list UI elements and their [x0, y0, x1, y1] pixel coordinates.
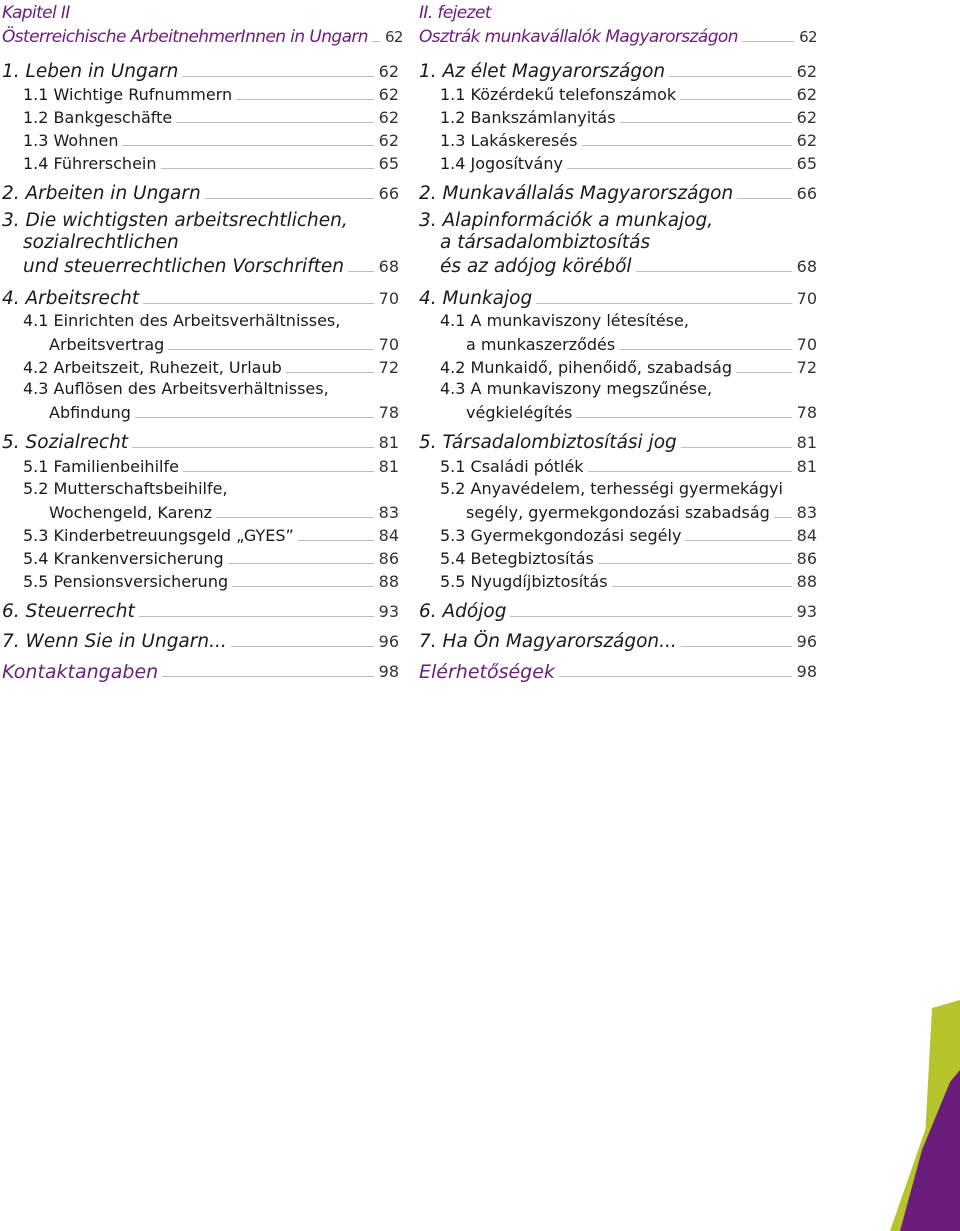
toc-entry-title: 1.3 Lakáskeresés: [440, 131, 578, 150]
leader-line: [348, 271, 374, 272]
leader-line: [736, 372, 792, 373]
leader-line: [669, 76, 791, 77]
toc-entry-line: [419, 182, 817, 204]
leader-line: [183, 471, 374, 472]
toc-entry-title: 4.3 Auflösen des Arbeitsverhältnisses,: [23, 379, 329, 398]
toc-entry: [2, 287, 399, 309]
page-number: 62: [796, 131, 817, 150]
page-number: 81: [796, 433, 817, 452]
toc-entry-title: 4. Munkajog: [419, 288, 533, 309]
toc-entry-title: 6. Adójog: [419, 601, 507, 622]
toc-entry-title: 1.3 Wohnen: [23, 131, 119, 150]
page-number: 66: [796, 184, 817, 203]
toc-entry: [419, 455, 817, 477]
leader-line: [681, 646, 792, 647]
toc-entry: [419, 60, 817, 82]
toc-entry-line: [419, 333, 817, 355]
page-number: 78: [378, 403, 399, 422]
leader-line: [685, 540, 791, 541]
leader-line: [162, 676, 373, 677]
toc-entry: [419, 547, 817, 569]
page-number: 72: [378, 358, 399, 377]
toc-entry-line: [2, 25, 403, 47]
leader-line: [559, 676, 792, 677]
leader-line: [143, 303, 374, 304]
toc-entry-line: [419, 524, 817, 546]
toc-entry-title: 4.1 A munkaviszony létesítése,: [440, 311, 689, 330]
toc-entry-title: Österreichische ArbeitnehmerInnen in Ungarn: [2, 27, 368, 47]
toc-entry-title: 3. Alapinformációk a munkajog,: [419, 210, 714, 231]
toc-entry-title: 5.4 Krankenversicherung: [23, 549, 224, 568]
toc-entry-line: [2, 379, 399, 401]
toc-entry: [419, 630, 817, 652]
page-number: 83: [796, 503, 817, 522]
toc-entry: [2, 630, 399, 652]
toc-entry: [2, 311, 399, 355]
page-number: 70: [796, 335, 817, 354]
toc-entry-title: Abfindung: [49, 403, 131, 422]
toc-entry-title: 1.1 Közérdekű telefonszámok: [440, 85, 677, 104]
leader-line: [232, 586, 374, 587]
toc-entry-line: [419, 356, 817, 378]
toc-entry-line: [419, 106, 817, 128]
toc-entry-title: 5.4 Betegbiztosítás: [440, 549, 594, 568]
toc-entry-line: [419, 401, 817, 423]
toc-entry: [419, 211, 817, 277]
toc-entry: [2, 379, 399, 423]
toc-entry-line: [2, 401, 399, 423]
toc-entry: [419, 660, 817, 682]
toc-entry-line: [419, 479, 817, 501]
toc-entry-title: Kapitel II: [2, 3, 70, 23]
page-number: 81: [378, 433, 399, 452]
toc-entry: [419, 129, 817, 151]
page-number: 62: [378, 131, 399, 150]
page-number: 93: [796, 602, 817, 621]
toc-entry-title: 2. Arbeiten in Ungarn: [2, 183, 201, 204]
toc-entry-title: 1.1 Wichtige Rufnummern: [23, 85, 233, 104]
toc-entry-title: a munkaszerződés: [466, 335, 616, 354]
toc-entry-title: 4.2 Munkaidő, pihenőidő, szabadság: [440, 358, 732, 377]
toc-entry: [419, 83, 817, 105]
toc-entry-title: 1. Az élet Magyarországon: [419, 61, 666, 82]
page-number: 65: [378, 154, 399, 173]
toc-entry-line: [2, 630, 399, 652]
toc-entry-line: [419, 311, 817, 333]
toc-entry: [2, 524, 399, 546]
toc-entry-title: 1. Leben in Ungarn: [2, 61, 179, 82]
toc-entry-line: [2, 455, 399, 477]
page-number: 68: [796, 257, 817, 276]
toc-entry-line: [2, 479, 399, 501]
toc-entry: [2, 3, 403, 47]
toc-entry: [2, 83, 399, 105]
toc-entry-line: [419, 25, 817, 47]
leader-line: [536, 303, 791, 304]
toc-entry-line: [419, 501, 817, 523]
toc-entry-line: [2, 233, 399, 255]
leader-line: [742, 41, 794, 42]
toc-entry-title: Wochengeld, Karenz: [49, 503, 212, 522]
toc-entry-line: [2, 106, 399, 128]
leader-line: [680, 99, 791, 100]
toc-entry-line: [2, 547, 399, 569]
toc-entry-title: 7. Wenn Sie in Ungarn...: [2, 631, 227, 652]
toc-entry-title: 1.2 Bankszámlanyitás: [440, 108, 616, 127]
toc-entry-title: 4.3 A munkaviszony megszűnése,: [440, 379, 713, 398]
corner-decoration: [880, 1000, 960, 1231]
toc-entry: [2, 60, 399, 82]
toc-entry-line: [2, 524, 399, 546]
toc-entry-title: 1.4 Jogosítvány: [440, 154, 563, 173]
toc-entry-title: 4. Arbeitsrecht: [2, 288, 140, 309]
toc-entry-title: 5.2 Anyavédelem, terhességi gyermekágyi: [440, 479, 783, 498]
leader-line: [161, 168, 374, 169]
page-number: 86: [796, 549, 817, 568]
leader-line: [231, 646, 374, 647]
leader-line: [216, 517, 374, 518]
toc-entry: [2, 211, 399, 277]
page-number: 96: [378, 632, 399, 651]
toc-entry: [419, 570, 817, 592]
toc-entry-line: [419, 600, 817, 622]
toc-entry-title: 4.1 Einrichten des Arbeitsverhältnisses,: [23, 311, 341, 330]
leader-line: [681, 447, 792, 448]
toc-entry: [419, 356, 817, 378]
toc-entry-title: segély, gyermekgondozási szabadság: [466, 503, 770, 522]
page-number: 96: [796, 632, 817, 651]
toc-entry-line: [2, 211, 399, 233]
toc-entry-line: [419, 255, 817, 277]
page-number: 62: [796, 108, 817, 127]
toc-entry: [419, 182, 817, 204]
toc-entry: [2, 356, 399, 378]
toc-entry-title: Elérhetőségek: [419, 661, 555, 683]
leader-line: [576, 417, 791, 418]
toc-entry-title: 3. Die wichtigsten arbeitsrechtlichen,: [2, 210, 348, 231]
toc-entry-title: Kontaktangaben: [2, 661, 159, 683]
toc-entry-title: 1.2 Bankgeschäfte: [23, 108, 173, 127]
toc-entry-line: [2, 333, 399, 355]
toc-entry: [419, 311, 817, 355]
toc-entry-title: 4.2 Arbeitszeit, Ruhezeit, Urlaub: [23, 358, 282, 377]
page-number: 62: [378, 62, 399, 81]
toc-entry-line: [2, 356, 399, 378]
toc-entry: [419, 3, 817, 47]
leader-line: [588, 471, 792, 472]
leader-line: [510, 616, 791, 617]
toc-entry-line: [2, 311, 399, 333]
toc-entry-line: [419, 211, 817, 233]
toc-entry-title: 6. Steuerrecht: [2, 601, 135, 622]
page-number: 81: [796, 457, 817, 476]
page-number: 72: [796, 358, 817, 377]
toc-entry-title: végkielégítés: [466, 403, 573, 422]
page-number: 93: [378, 602, 399, 621]
leader-line: [205, 198, 374, 199]
toc-entry: [419, 524, 817, 546]
toc-entry: [419, 106, 817, 128]
toc-entry-title: 5. Sozialrecht: [2, 432, 129, 453]
toc-entry-title: 5. Társadalombiztosítási jog: [419, 432, 677, 453]
page-number: 88: [378, 572, 399, 591]
toc-entry-line: [2, 60, 399, 82]
leader-line: [774, 517, 792, 518]
toc-entry-title: 5.5 Pensionsversicherung: [23, 572, 229, 591]
toc-entry-title: Arbeitsvertrag: [49, 335, 165, 354]
leader-line: [598, 563, 792, 564]
toc-entry-title: 2. Munkavállalás Magyarországon: [419, 183, 734, 204]
leader-line: [122, 145, 373, 146]
leader-line: [176, 122, 373, 123]
page-number: 65: [796, 154, 817, 173]
page-number: 78: [796, 403, 817, 422]
leader-line: [612, 586, 792, 587]
toc-entry-title: 5.3 Gyermekgondozási segély: [440, 526, 682, 545]
toc-entry: [419, 600, 817, 622]
toc-entry-title: sozialrechtlichen: [23, 232, 179, 253]
leader-line: [298, 540, 374, 541]
page-number: 70: [378, 335, 399, 354]
page-number: 62: [378, 108, 399, 127]
page-number: 86: [378, 549, 399, 568]
leader-line: [620, 122, 792, 123]
toc-entry: [419, 379, 817, 423]
toc-entry-line: [2, 83, 399, 105]
toc-entry: [2, 455, 399, 477]
toc-entry-title: II. fejezet: [419, 3, 491, 23]
toc-entry-line: [419, 152, 817, 174]
toc-entry-line: [419, 233, 817, 255]
toc-entry-title: 5.5 Nyugdíjbiztosítás: [440, 572, 608, 591]
toc-entry: [2, 106, 399, 128]
toc-entry: [2, 547, 399, 569]
page-number: 83: [378, 503, 399, 522]
leader-line: [286, 372, 374, 373]
page-number: 62: [378, 85, 399, 104]
page-number: 66: [378, 184, 399, 203]
page-number: 84: [378, 526, 399, 545]
leader-line: [228, 563, 374, 564]
toc-entry-line: [419, 570, 817, 592]
toc-entry-line: [419, 129, 817, 151]
toc-entry-line: [2, 3, 399, 25]
toc-entry-title: és az adójog köréből: [440, 256, 632, 277]
leader-line: [582, 145, 792, 146]
toc-entry: [419, 287, 817, 309]
toc-entry-title: und steuerrechtlichen Vorschriften: [23, 256, 345, 277]
toc-entry: [419, 431, 817, 453]
page-number: 98: [796, 662, 817, 681]
toc-entry: [2, 431, 399, 453]
page-number: 81: [378, 457, 399, 476]
leader-line: [168, 349, 373, 350]
toc-entry-line: [419, 83, 817, 105]
toc-entry-line: [2, 182, 399, 204]
toc-entry-line: [2, 152, 399, 174]
toc-entry: [2, 600, 399, 622]
toc-entry-line: [419, 3, 817, 25]
leader-line: [139, 616, 374, 617]
page-number: 70: [796, 289, 817, 308]
leader-line: [132, 447, 374, 448]
toc-entry-line: [419, 431, 817, 453]
leader-line: [372, 41, 380, 42]
page-number: 70: [378, 289, 399, 308]
toc-entry: [2, 152, 399, 174]
toc-entry: [2, 182, 399, 204]
toc-entry-line: [419, 379, 817, 401]
page-number: 98: [378, 662, 399, 681]
page-number: 62: [796, 62, 817, 81]
toc-entry-line: [2, 431, 399, 453]
leader-line: [619, 349, 791, 350]
toc-entry-title: 5.1 Családi pótlék: [440, 457, 584, 476]
leader-line: [636, 271, 792, 272]
toc-entry-line: [419, 547, 817, 569]
toc-entry: [2, 570, 399, 592]
toc-entry: [2, 129, 399, 151]
toc-entry-line: [2, 129, 399, 151]
toc-entry-title: 5.2 Mutterschaftsbeihilfe,: [23, 479, 228, 498]
leader-line: [182, 76, 373, 77]
page-number: 62: [799, 28, 817, 46]
toc-entry-title: 5.3 Kinderbetreuungsgeld „GYES”: [23, 526, 294, 545]
toc-entry: [419, 479, 817, 523]
toc-entry-line: [2, 255, 399, 277]
toc-entry-line: [419, 630, 817, 652]
page-number: 62: [796, 85, 817, 104]
page-number: 84: [796, 526, 817, 545]
toc-entry: [2, 660, 399, 682]
leader-line: [236, 99, 374, 100]
toc-entry: [2, 479, 399, 523]
toc-entry-title: a társadalombiztosítás: [440, 232, 651, 253]
toc-entry-line: [419, 287, 817, 309]
toc-entry-line: [419, 455, 817, 477]
toc-entry-line: [2, 570, 399, 592]
page-number: 68: [378, 257, 399, 276]
toc-entry-title: Osztrák munkavállalók Magyarországon: [419, 27, 738, 47]
toc-entry-line: [419, 60, 817, 82]
toc-entry-line: [2, 600, 399, 622]
leader-line: [567, 168, 792, 169]
page-number: 62: [384, 28, 403, 46]
toc-entry-line: [2, 287, 399, 309]
toc-entry: [419, 152, 817, 174]
toc-entry-line: [2, 501, 399, 523]
toc-entry-title: 5.1 Familienbeihilfe: [23, 457, 179, 476]
leader-line: [135, 417, 374, 418]
leader-line: [737, 198, 791, 199]
toc-entry-title: 1.4 Führerschein: [23, 154, 157, 173]
toc-entry-title: 7. Ha Ön Magyarországon...: [419, 631, 677, 652]
toc-entry-line: [2, 660, 399, 682]
page-number: 88: [796, 572, 817, 591]
toc-entry-line: [419, 660, 817, 682]
